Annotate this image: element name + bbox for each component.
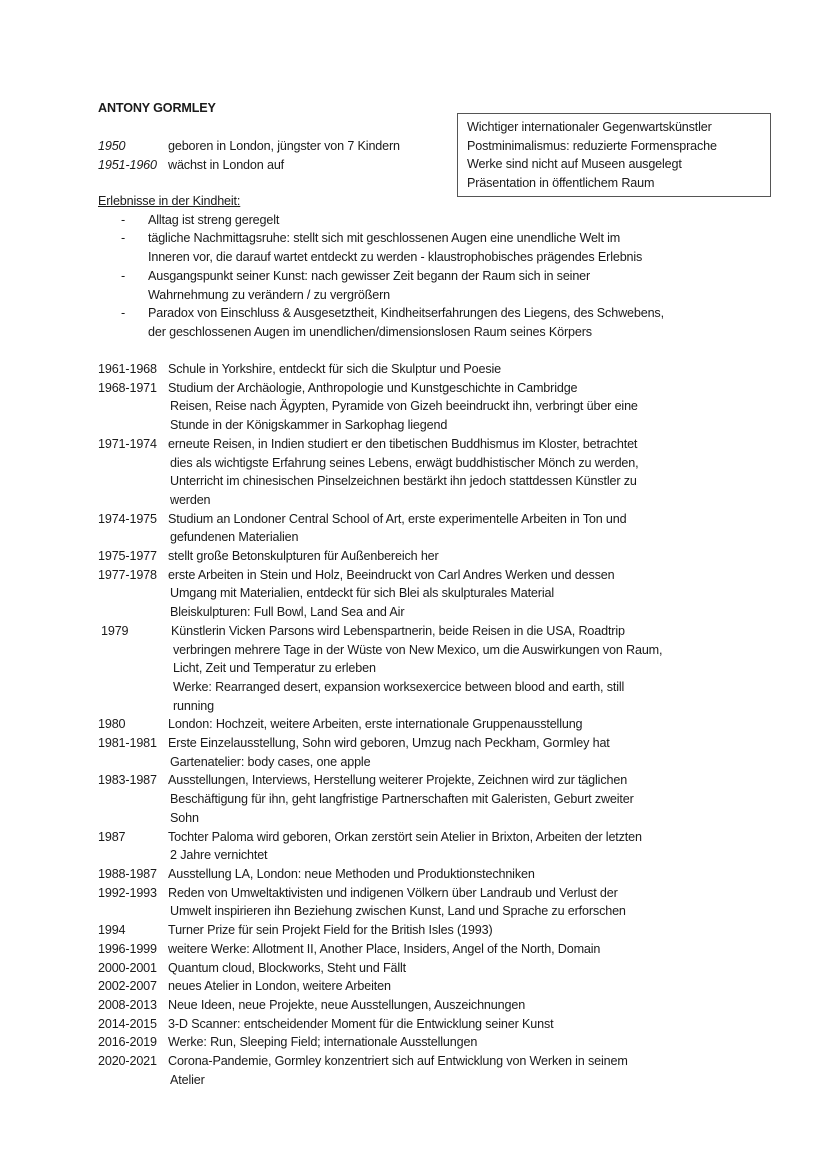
entry-line: weitere Werke: Allotment II, Another Place, Insiders, Angel of the North, Domain <box>168 941 601 956</box>
entry-year: 1950 <box>98 139 126 153</box>
entry-line: running <box>173 698 214 713</box>
timeline-entry <box>98 379 662 435</box>
entry-year: 1987 <box>98 829 126 844</box>
entry-year: 1981-1981 <box>98 736 157 751</box>
entry-line: Künstlerin Vicken Parsons wird Lebenspartnerin, beide Reisen in die USA, Roadtrip <box>171 623 625 638</box>
timeline-entry <box>98 865 662 884</box>
timeline-entry <box>98 940 662 959</box>
timeline-entry <box>98 771 662 827</box>
entry-line: erste Arbeiten in Stein und Holz, Beeindruckt von Carl Andres Werken und dessen <box>168 567 615 582</box>
bullet-dash: - <box>120 306 126 321</box>
document-title: ANTONY GORMLEY <box>98 101 216 115</box>
entry-line: dies als wichtigste Erfahrung seines Lebens, erwägt buddhistischer Mönch zu werden, <box>170 455 639 470</box>
early-entry <box>98 137 400 156</box>
entry-year: 1988-1987 <box>98 866 157 881</box>
summary-line: Wichtiger internationaler Gegenwartskünstler <box>467 120 712 134</box>
bullet-line: der geschlossenen Augen im unendlichen/dimensionslosen Raum seines Körpers <box>148 324 592 339</box>
entry-line: Corona-Pandemie, Gormley konzentriert sich auf Entwicklung von Werken in seinem <box>168 1054 628 1069</box>
entry-year: 2000-2001 <box>98 960 157 975</box>
entry-year: 2002-2007 <box>98 979 157 994</box>
entry-year: 1968-1971 <box>98 380 157 395</box>
entry-line: Bleiskulpturen: Full Bowl, Land Sea and Air <box>170 605 405 620</box>
timeline-entry <box>98 715 662 734</box>
entry-year: 1974-1975 <box>98 511 157 526</box>
summary-line: Werke sind nicht auf Museen ausgelegt <box>467 157 682 172</box>
summary-box <box>457 113 771 197</box>
entry-line: Stunde in der Königskammer in Sarkophag liegend <box>170 418 448 433</box>
bullet-dash: - <box>120 231 126 246</box>
timeline-entry <box>98 921 662 940</box>
childhood-heading: Erlebnisse in der Kindheit: <box>98 194 241 208</box>
entry-line: Werke: Run, Sleeping Field; internationale Ausstellungen <box>168 1035 478 1050</box>
entry-line: Studium der Archäologie, Anthropologie und Kunstgeschichte in Cambridge <box>168 380 578 395</box>
timeline-entry <box>98 1033 662 1052</box>
bullet-line: Inneren vor, die darauf wartet entdeckt zu werden - klaustrophobisches prägendes Erlebnis <box>148 250 643 265</box>
entry-text: wächst in London auf <box>168 157 285 172</box>
entry-line: verbringen mehrere Tage in der Wüste von New Mexico, um die Auswirkungen von Raum, <box>173 642 663 657</box>
entry-line: Turner Prize für sein Projekt Field for the British Isles (1993) <box>168 923 493 938</box>
entry-year: 1992-1993 <box>98 885 157 900</box>
timeline-entry <box>98 435 662 510</box>
entry-line: London: Hochzeit, weitere Arbeiten, erste internationale Gruppenausstellung <box>168 717 583 732</box>
entry-line: Tochter Paloma wird geboren, Orkan zerstört sein Atelier in Brixton, Arbeiten der letzten <box>168 829 642 844</box>
entry-year: 1979 <box>101 623 129 638</box>
childhood-section <box>98 192 664 342</box>
entry-year: 2014-2015 <box>98 1016 157 1031</box>
entry-year: 1996-1999 <box>98 941 157 956</box>
entry-line: Ausstellungen, Interviews, Herstellung weiterer Projekte, Zeichnen wird zur täglichen <box>168 773 628 788</box>
bullet-item <box>98 267 664 304</box>
summary-line: Präsentation in öffentlichem Raum <box>467 176 655 191</box>
early-life <box>98 137 400 174</box>
entry-line: Gartenatelier: body cases, one apple <box>170 754 371 769</box>
entry-year: 1971-1974 <box>98 436 157 451</box>
timeline-entry <box>98 566 662 622</box>
entry-year: 2020-2021 <box>98 1054 157 1069</box>
entry-line: werden <box>170 492 211 507</box>
entry-text: geboren in London, jüngster von 7 Kindern <box>168 139 400 153</box>
timeline-entry <box>98 884 662 921</box>
entry-year: 2016-2019 <box>98 1035 157 1050</box>
entry-year: 1994 <box>98 923 126 938</box>
entry-year: 1975-1977 <box>98 549 157 564</box>
bullet-line: Alltag ist streng geregelt <box>148 212 280 227</box>
timeline-entry <box>98 996 662 1015</box>
entry-line: Ausstellung LA, London: neue Methoden und Produktionstechniken <box>168 866 535 881</box>
entry-line: stellt große Betonskulpturen für Außenbereich her <box>168 549 439 564</box>
bullet-line: Ausgangspunkt seiner Kunst: nach gewisser Zeit begann der Raum sich in seiner <box>148 268 591 283</box>
timeline-entry <box>98 622 662 716</box>
timeline-entry <box>98 547 662 566</box>
bullet-line: Paradox von Einschluss & Ausgesetztheit, Kindheitserfahrungen des Liegens, des Schwebens, <box>148 306 664 321</box>
entry-year: 1977-1978 <box>98 567 157 582</box>
entry-line: Beschäftigung für ihn, geht langfristige Partnerschaften mit Galeristen, Geburt zweiter <box>170 792 634 807</box>
entry-line: Umwelt inspirieren ihn Beziehung zwischen Kunst, Land und Sprache zu erforschen <box>170 904 626 919</box>
entry-line: Reden von Umweltaktivisten und indigenen Völkern über Landraub und Verlust der <box>168 885 618 900</box>
entry-line: neues Atelier in London, weitere Arbeiten <box>168 979 391 994</box>
timeline-entry <box>98 1052 662 1089</box>
timeline-entry <box>98 977 662 996</box>
entry-line: Erste Einzelausstellung, Sohn wird geboren, Umzug nach Peckham, Gormley hat <box>168 736 610 751</box>
timeline-entry <box>98 1015 662 1034</box>
entry-line: Atelier <box>170 1072 205 1087</box>
timeline <box>98 360 662 1089</box>
entry-line: 2 Jahre vernichtet <box>170 848 268 863</box>
entry-line: Studium an Londoner Central School of Art, erste experimentelle Arbeiten in Ton und <box>168 511 627 526</box>
entry-line: gefundenen Materialien <box>170 530 299 545</box>
timeline-entry <box>98 360 662 379</box>
early-entry <box>98 156 400 175</box>
timeline-entry <box>98 734 662 771</box>
bullet-line: tägliche Nachmittagsruhe: stellt sich mit geschlossenen Augen eine unendliche Welt im <box>148 231 621 246</box>
entry-line: erneute Reisen, in Indien studiert er den tibetischen Buddhismus im Kloster, betrachtet <box>168 436 638 451</box>
entry-year: 1980 <box>98 717 126 732</box>
bullet-item <box>98 304 664 341</box>
entry-year: 1951-1960 <box>98 157 157 172</box>
entry-year: 1961-1968 <box>98 362 157 376</box>
entry-year: 1983-1987 <box>98 773 157 788</box>
entry-line: Neue Ideen, neue Projekte, neue Ausstellungen, Auszeichnungen <box>168 997 526 1012</box>
timeline-entry <box>98 959 662 978</box>
entry-line: Werke: Rearranged desert, expansion worksexercice between blood and earth, still <box>173 679 625 694</box>
childhood-bullets <box>98 211 664 342</box>
entry-year: 2008-2013 <box>98 997 157 1012</box>
summary-line: Postminimalismus: reduzierte Formensprache <box>467 138 717 153</box>
bullet-line: Wahrnehmung zu verändern / zu vergrößern <box>148 287 391 302</box>
entry-line: Umgang mit Materialien, entdeckt für sich Blei als skulpturales Material <box>170 586 554 601</box>
entry-line: Reisen, Reise nach Ägypten, Pyramide von Gizeh beeindruckt ihn, verbringt über eine <box>170 399 638 414</box>
entry-line: Quantum cloud, Blockworks, Steht und Fällt <box>168 960 406 975</box>
entry-line: Sohn <box>170 810 199 825</box>
timeline-entry <box>98 510 662 547</box>
entry-line: 3-D Scanner: entscheidender Moment für die Entwicklung seiner Kunst <box>168 1016 554 1031</box>
bullet-item <box>98 211 664 230</box>
entry-line: Licht, Zeit und Temperatur zu erleben <box>173 661 376 676</box>
timeline-entry <box>98 828 662 865</box>
bullet-item <box>98 229 664 266</box>
entry-line: Unterricht im chinesischen Pinselzeichnen bestärkt ihn jedoch stattdessen Künstler zu <box>170 474 637 489</box>
bullet-dash: - <box>120 268 126 283</box>
entry-line: Schule in Yorkshire, entdeckt für sich die Skulptur und Poesie <box>168 362 502 376</box>
bullet-dash: - <box>120 212 126 227</box>
